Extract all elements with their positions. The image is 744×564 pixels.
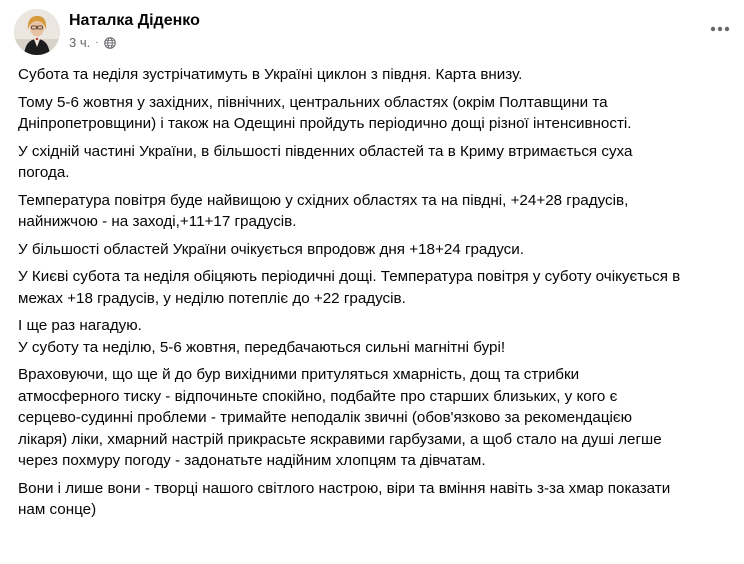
text-line: межах +18 градусів, у неділю потепліє до +22 градусів. — [18, 289, 406, 307]
text-line: найнижчою - на заході,+11+17 градусів. — [18, 213, 297, 230]
text-line: У східній частині України, в більшості південних областей та в Криму втримається суха — [18, 142, 633, 160]
post-paragraph — [18, 190, 736, 233]
post-paragraph — [18, 141, 736, 184]
more-horizontal-icon — [710, 26, 730, 32]
more-options-button[interactable] — [706, 19, 734, 39]
text-line: У Києві субота та неділя обіцяють періодичні дощі. Температура повітря у суботу очікується в — [18, 268, 681, 285]
text-line: через похмуру погоду - задонатьте надійним хлопцям та дівчатам. — [18, 452, 486, 469]
post-text — [18, 64, 736, 527]
post-paragraph — [18, 266, 736, 309]
post-paragraph — [18, 364, 736, 472]
author-avatar[interactable] — [14, 9, 60, 55]
text-line: У суботу та неділю, 5-6 жовтня, передбачаються сильні магнітні бурі! — [18, 338, 506, 356]
post-paragraph — [18, 315, 736, 358]
post-paragraph — [18, 239, 736, 261]
text-line: погода. — [18, 164, 70, 181]
text-line: Вони і лише вони - творці нашого світлого настрою, віри та вміння навіть з-за хмар показати — [18, 479, 671, 497]
text-line: серцево-судинні проблеми - тримайте неподалік звичні (обов'язково за рекомендацією — [18, 409, 633, 426]
post-paragraph — [18, 92, 736, 135]
post-paragraph — [18, 478, 736, 521]
globe-icon — [104, 37, 116, 49]
text-line: Враховуючи, що ще й до бур вихідними притуляться хмарність, дощ та стрибки — [18, 366, 580, 383]
text-line: І ще раз нагадую. — [18, 317, 142, 334]
text-line: атмосферного тиску - відпочиньте спокійно, подбайте про старших близьких, у кого є — [18, 387, 618, 405]
text-line: Субота та неділя зустрічатимуть в Україні циклон з півдня. Карта внизу. — [18, 66, 523, 83]
text-line: У більшості областей України очікується впродовж дня +18+24 градуси. — [18, 240, 524, 258]
post-paragraph — [18, 64, 736, 86]
text-line: нам сонце) — [18, 501, 97, 518]
post-timestamp[interactable]: 3 ч. — [69, 35, 91, 50]
avatar-image — [14, 9, 60, 55]
meta-separator: · — [95, 37, 99, 48]
author-name[interactable]: Наталка Діденко — [69, 12, 200, 29]
text-line: лікаря) ліки, хмарний настрій прикрасьте яскравими гарбузами, а щоб стало на душі легше — [18, 430, 662, 448]
text-line: Температура повітря буде найвищою у східних областях та на півдні, +24+28 градусів, — [18, 191, 629, 209]
post-meta — [69, 35, 116, 50]
text-line: Тому 5-6 жовтня у західних, північних, центральних областях (окрім Полтавщини та — [18, 93, 608, 111]
post-header — [14, 9, 734, 57]
text-line: Дніпропетровщини) і також на Одещині пройдуть періодично дощі різної інтенсивності. — [18, 115, 632, 132]
